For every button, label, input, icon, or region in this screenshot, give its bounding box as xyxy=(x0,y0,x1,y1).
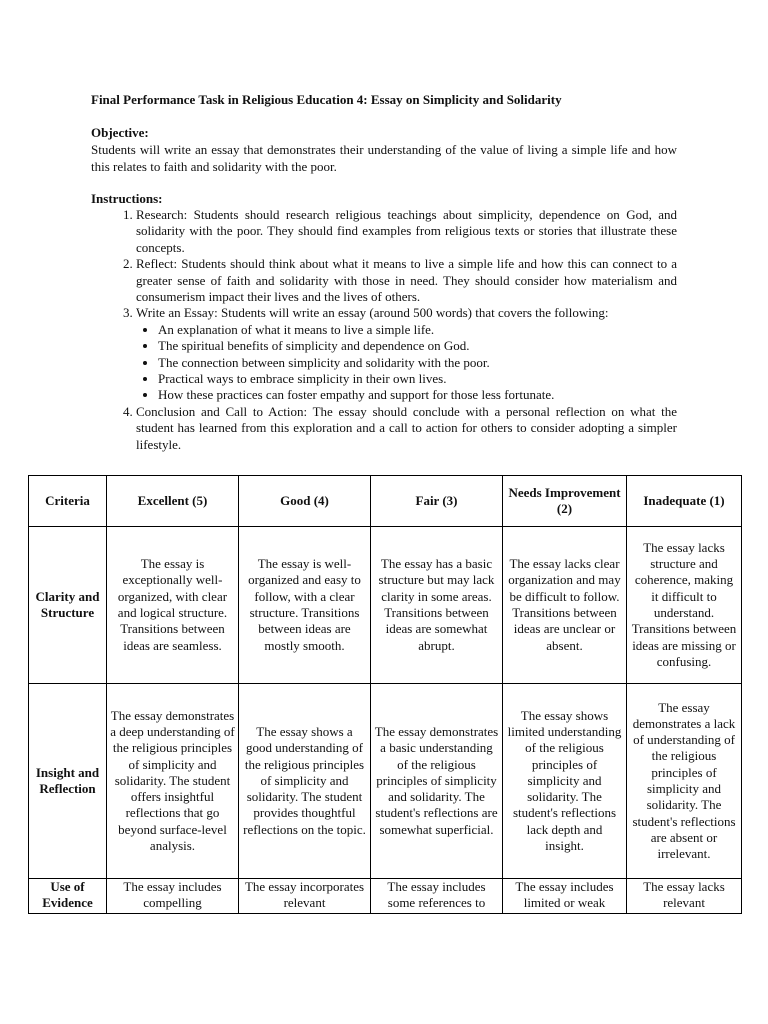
rubric-cell: The essay shows a good understanding of the religious principles of simplicity and solidarity. The student provides thoughtful reflections on the topic. xyxy=(239,684,371,879)
rubric-cell: The essay incorporates relevant xyxy=(239,879,371,914)
instruction-item: 4. Conclusion and Call to Action: The essay should conclude with a personal reflection on what the student has learned from this exploration and a call to action for others to consider adopting a simpler lifestyle. xyxy=(136,404,677,453)
rubric-cell: The essay lacks relevant xyxy=(627,879,742,914)
rubric-cell: The essay shows limited understanding of the religious principles of simplicity and solidarity. The student's reflections lack depth and insight. xyxy=(503,684,627,879)
instruction-item: 1. Research: Students should research religious teachings about simplicity, dependence on God, and solidarity with the poor. They should find examples from religious texts or stories that illustrate these concepts. xyxy=(136,207,677,256)
header-needs-improvement: Needs Improvement (2) xyxy=(503,476,627,527)
header-good: Good (4) xyxy=(239,476,371,527)
rubric-header-row xyxy=(29,476,742,527)
table-row xyxy=(29,879,742,914)
list-item: • An explanation of what it means to live a simple life. xyxy=(158,322,677,338)
list-item: • The spiritual benefits of simplicity and dependence on God. xyxy=(158,338,677,354)
header-excellent: Excellent (5) xyxy=(107,476,239,527)
essay-topics-list xyxy=(136,322,677,404)
table-row xyxy=(29,527,742,684)
objective-label: Objective: xyxy=(91,125,149,140)
header-inadequate: Inadequate (1) xyxy=(627,476,742,527)
rubric-cell: The essay lacks clear organization and may be difficult to follow. Transitions between ideas are unclear or absent. xyxy=(503,527,627,684)
rubric-cell: The essay demonstrates a deep understanding of the religious principles of simplicity and solidarity. The student offers insightful reflections that go beyond surface-level analysis. xyxy=(107,684,239,879)
table-row xyxy=(29,684,742,879)
header-fair: Fair (3) xyxy=(371,476,503,527)
header-criteria: Criteria xyxy=(29,476,107,527)
instructions-list xyxy=(91,207,677,453)
rubric-cell: The essay has a basic structure but may lack clarity in some areas. Transitions between ideas are somewhat abrupt. xyxy=(371,527,503,684)
instructions-label: Instructions: xyxy=(91,191,163,206)
rubric-table xyxy=(28,475,742,914)
rubric-cell: The essay lacks structure and coherence, making it difficult to understand. Transitions between ideas are missing or confusing. xyxy=(627,527,742,684)
rubric-cell: The essay demonstrates a basic understanding of the religious principles of simplicity and solidarity. The student's reflections are somewhat superficial. xyxy=(371,684,503,879)
list-item: • How these practices can foster empathy and support for those less fortunate. xyxy=(158,387,677,403)
criteria-cell: Use of Evidence xyxy=(29,879,107,914)
instruction-item: 2. Reflect: Students should think about what it means to live a simple life and how this can connect to a greater sense of faith and solidarity with those in need. They should consider how materialism and consumerism impact their lives and the lives of others. xyxy=(136,256,677,305)
objective-text: Students will write an essay that demonstrates their understanding of the value of living a simple life and how this relates to faith and solidarity with the poor. xyxy=(91,142,677,174)
rubric-cell: The essay is exceptionally well-organized, with clear and logical structure. Transitions between ideas are seamless. xyxy=(107,527,239,684)
rubric-cell: The essay demonstrates a lack of understanding of the religious principles of simplicity and solidarity. The student's reflections are absent or irrelevant. xyxy=(627,684,742,879)
document-title: Final Performance Task in Religious Education 4: Essay on Simplicity and Solidarity xyxy=(91,92,562,107)
criteria-cell: Clarity and Structure xyxy=(29,527,107,684)
rubric-cell: The essay includes some references to xyxy=(371,879,503,914)
rubric-cell: The essay includes limited or weak xyxy=(503,879,627,914)
criteria-cell: Insight and Reflection xyxy=(29,684,107,879)
list-item: • Practical ways to embrace simplicity in their own lives. xyxy=(158,371,677,387)
instruction-item: 3. Write an Essay: Students will write an essay (around 500 words) that covers the following: • An explanation of what it means to live a simple life. • The spiritual benefits of simplicity and dependence on God. • The connection between simplicity and solidarity with the poor. • Practical ways to embrace simplicity in their own lives. • How these practices can foster empathy and support for those less fortunate. xyxy=(136,305,677,403)
rubric-cell: The essay is well-organized and easy to follow, with a clear structure. Transitions between ideas are mostly smooth. xyxy=(239,527,371,684)
list-item: • The connection between simplicity and solidarity with the poor. xyxy=(158,355,677,371)
rubric-cell: The essay includes compelling xyxy=(107,879,239,914)
